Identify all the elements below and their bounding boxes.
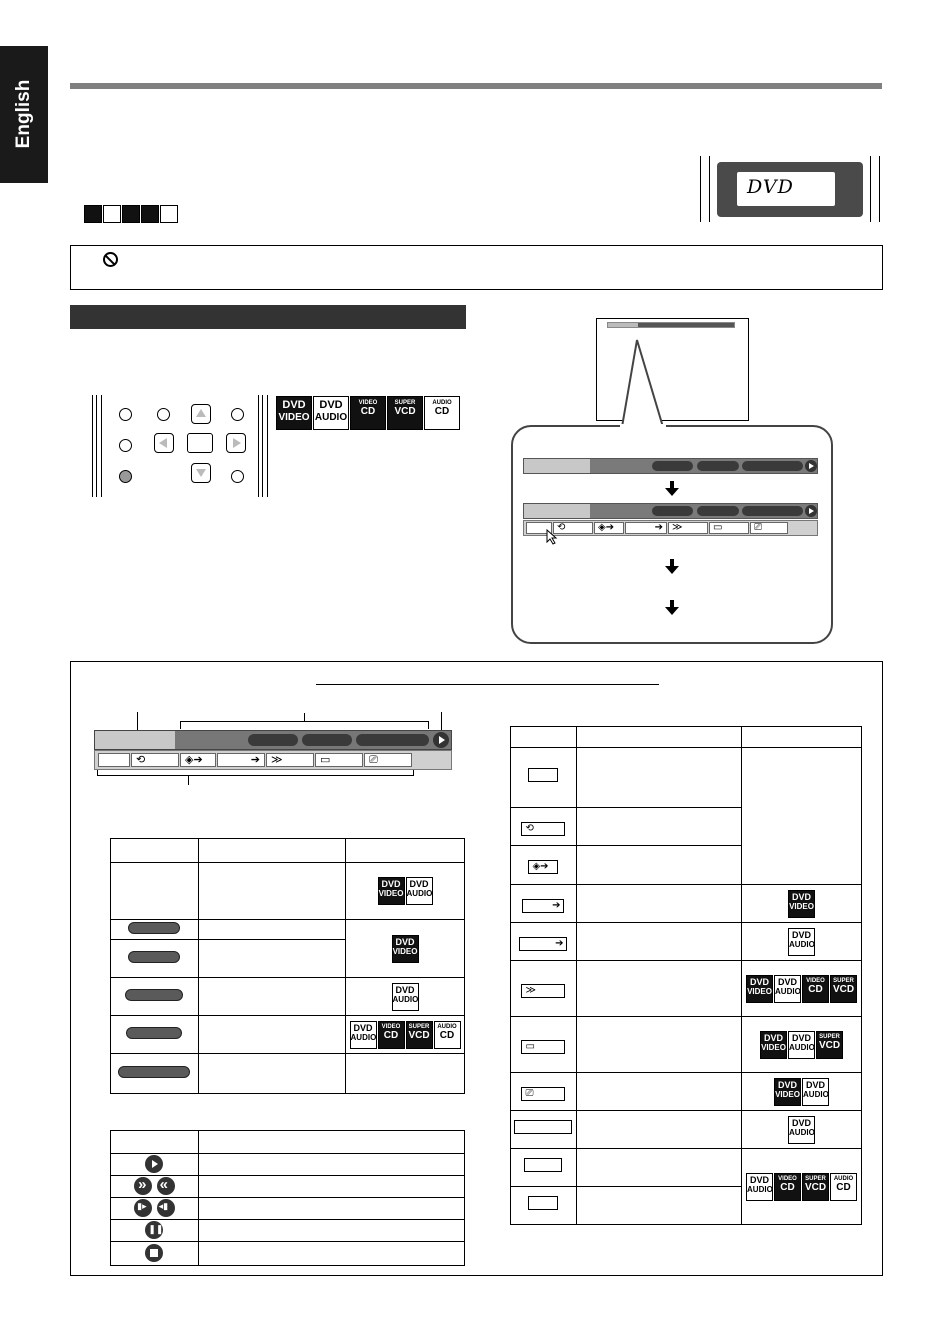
arrow-right-icon: ➔ <box>217 753 265 767</box>
subtitle-icon: ▭ <box>521 1040 565 1054</box>
remote-control-diagram <box>92 395 272 497</box>
fast-reverse-icon <box>157 1177 175 1195</box>
front-display-panel <box>700 156 880 222</box>
menu-bar-step1 <box>523 458 818 474</box>
down-arrow-icon <box>191 463 211 483</box>
repeat-icon: ⟲ <box>131 753 179 767</box>
mini-menu-bar <box>607 322 735 328</box>
notice-box <box>70 245 883 290</box>
down-arrow-icon <box>665 559 679 575</box>
arrow-right-icon: ➔ <box>519 937 567 951</box>
pause-icon <box>145 1221 163 1239</box>
menu-sub-row <box>523 520 818 536</box>
disc-logo-row-top <box>276 396 460 430</box>
display-text: DVD <box>737 172 835 206</box>
left-arrow-icon <box>154 433 174 453</box>
language-tab-label: English <box>13 79 34 149</box>
angle-camera-icon: ⎚ <box>750 522 788 534</box>
menu-bar-step2 <box>523 503 818 519</box>
arrow-right-icon: ➔ <box>522 899 564 913</box>
abmark-icon: ◈➔ <box>528 860 558 874</box>
abmark-icon: ◈➔ <box>180 753 216 767</box>
highlighted-button <box>119 470 132 483</box>
slow-reverse-icon <box>157 1199 175 1217</box>
audio-cd-logo: AUDIO CD <box>424 396 460 430</box>
skip-icon: ≫ <box>668 522 708 534</box>
section-heading-bar <box>70 305 466 329</box>
dvd-video-logo: DVD VIDEO <box>276 396 312 430</box>
angle-camera-icon: ⎚ <box>521 1087 565 1101</box>
function-icon-table: ⟲ ◈➔ ➔ DVD VIDEO ➔ DVD AUDIO ≫ DVD VIDEO DVD AUDIO VIDEO CD SUPER VCD ▭ DVD VIDEO DVD AUDIO SUPER VCD ⎚ DVD VIDEO DVD AUDIO DVD AUDIO DVD AUDIO VIDEO CD SUPER VCD AUDIO CD <box>510 726 862 1225</box>
abmark-icon: ◈➔ <box>594 522 624 534</box>
prohibit-icon <box>103 252 118 267</box>
menu-sub-row-large <box>94 750 452 770</box>
play-icon <box>433 732 449 748</box>
remote-button <box>231 470 244 483</box>
right-arrow-icon <box>226 433 246 453</box>
remote-button <box>231 408 244 421</box>
repeat-icon: ⟲ <box>521 822 565 836</box>
angle-camera-icon: ⎚ <box>364 753 412 767</box>
up-arrow-icon <box>191 404 211 424</box>
repeat-icon: ⟲ <box>553 522 593 534</box>
header-rule <box>70 83 882 89</box>
down-arrow-icon <box>665 600 679 616</box>
skip-icon: ≫ <box>521 984 565 998</box>
remote-button <box>119 439 132 452</box>
subtitle-icon: ▭ <box>709 522 749 534</box>
callout-pointer <box>600 337 690 429</box>
remote-button <box>119 408 132 421</box>
super-vcd-logo: SUPER VCD <box>387 396 423 430</box>
language-tab <box>0 46 48 183</box>
playback-status-table <box>110 1130 465 1266</box>
play-icon <box>145 1155 163 1173</box>
slow-forward-icon <box>134 1199 152 1217</box>
play-icon <box>805 460 817 472</box>
subtitle-icon: ▭ <box>315 753 363 767</box>
pointer-cursor-icon <box>546 529 558 545</box>
fast-forward-icon <box>134 1177 152 1195</box>
reference-title-underline <box>316 684 659 685</box>
disc-legend-squares <box>84 205 179 223</box>
remote-button <box>157 408 170 421</box>
enter-button <box>187 433 213 453</box>
dvd-audio-logo: DVD AUDIO <box>313 396 349 430</box>
play-icon <box>805 505 817 517</box>
skip-icon: ≫ <box>266 753 314 767</box>
down-arrow-icon <box>665 481 679 497</box>
video-cd-logo: VIDEO CD <box>350 396 386 430</box>
menu-button-table: DVD VIDEO DVD AUDIO DVD VIDEO DVD AUDIO DVD AUDIO VIDEO CD SUPER VCD AUDIO CD <box>110 838 465 1094</box>
menu-bar-large <box>94 730 452 750</box>
stop-icon <box>145 1244 163 1262</box>
arrow-right-icon: ➔ <box>625 522 667 534</box>
